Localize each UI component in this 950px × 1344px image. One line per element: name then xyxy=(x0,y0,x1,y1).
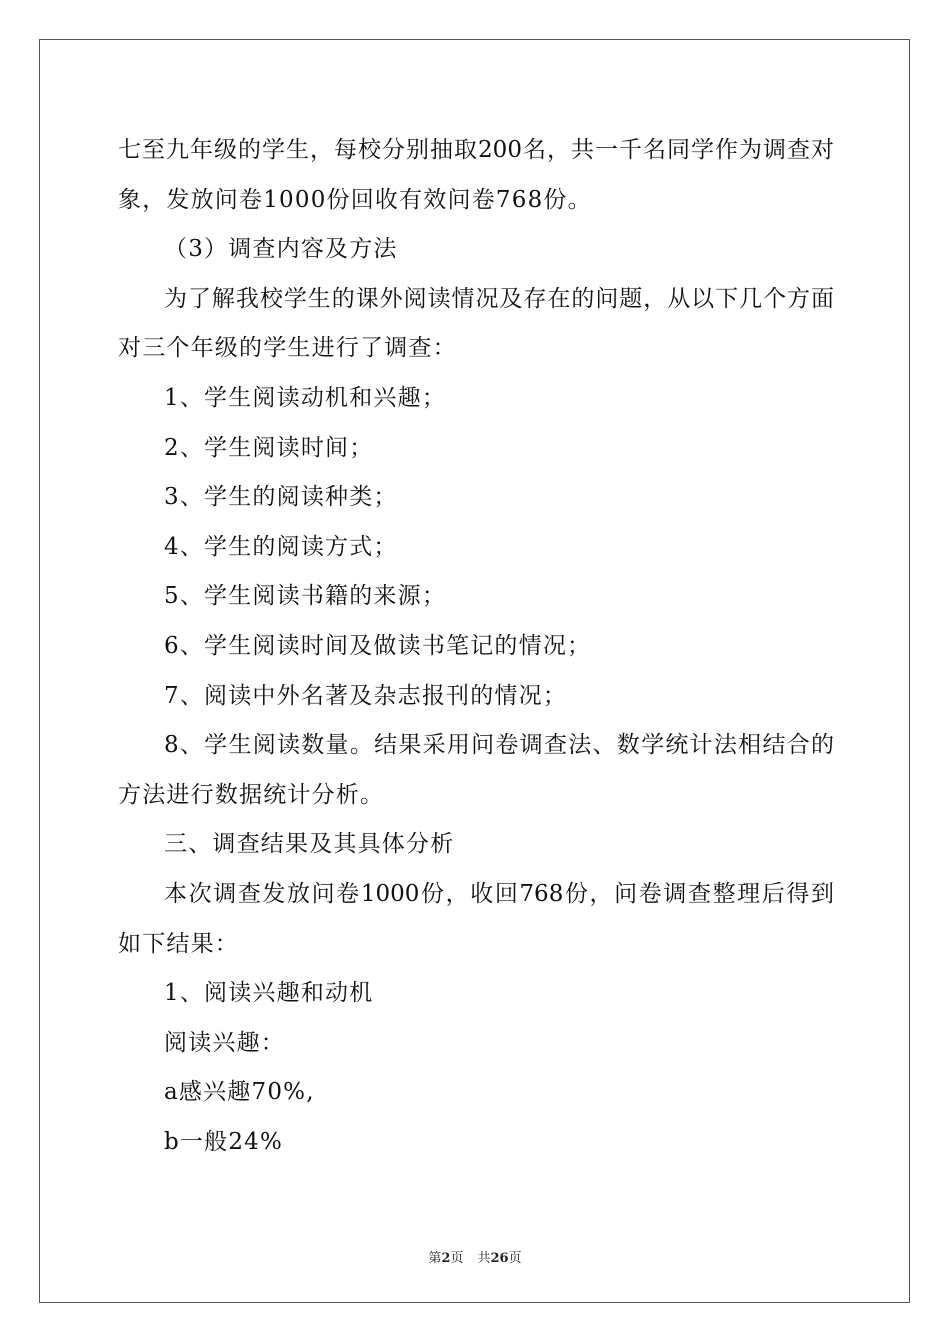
paragraph-line: 七至九年级的学生，每校分别抽取200名，共一千名同学作为调查对 xyxy=(118,137,834,163)
paragraph-line: 对三个年级的学生进行了调查： xyxy=(118,335,457,362)
paragraph-line: 象，发放问卷1000份回收有效问卷768份。 xyxy=(118,186,592,213)
subsection-heading: 1、阅读兴趣和动机 xyxy=(164,980,374,1007)
list-item: b一般24% xyxy=(164,1128,284,1155)
list-item: 1、学生阅读动机和兴趣； xyxy=(164,384,447,411)
list-item: 5、学生阅读书籍的来源； xyxy=(164,583,447,610)
list-item: a感兴趣70%, xyxy=(164,1079,315,1106)
section-heading: （3）调查内容及方法 xyxy=(164,236,398,263)
paragraph-line: 为了解我校学生的课外阅读情况及存在的问题，从以下几个方面 xyxy=(164,285,834,312)
list-item: 4、学生的阅读方式； xyxy=(164,533,398,560)
paragraph-line: 本次调查发放问卷1000份，收回768份，问卷调查整理后得到 xyxy=(164,880,834,907)
paragraph-line: 方法进行数据统计分析。 xyxy=(118,781,385,808)
total-prefix: 共 xyxy=(477,1251,491,1266)
page-number: 2 xyxy=(441,1251,451,1266)
page-suffix: 页 xyxy=(450,1251,464,1266)
list-item: 2、学生阅读时间； xyxy=(164,434,374,461)
list-item: 6、学生阅读时间及做读书笔记的情况； xyxy=(164,632,592,659)
total-suffix: 页 xyxy=(508,1251,522,1266)
page-footer xyxy=(0,1247,950,1266)
paragraph-line: 阅读兴趣： xyxy=(164,1029,285,1056)
list-item: 8、学生阅读数量。结果采用问卷调查法、数学统计法相结合的 xyxy=(164,732,834,759)
paragraph-line: 如下结果： xyxy=(118,930,239,957)
document-body xyxy=(118,126,834,1167)
total-pages: 26 xyxy=(490,1251,509,1266)
section-heading: 三、调查结果及其具体分析 xyxy=(164,831,455,858)
list-item: 7、阅读中外名著及杂志报刊的情况； xyxy=(164,682,568,709)
list-item: 3、学生的阅读种类； xyxy=(164,484,398,511)
page-prefix: 第 xyxy=(428,1251,442,1266)
